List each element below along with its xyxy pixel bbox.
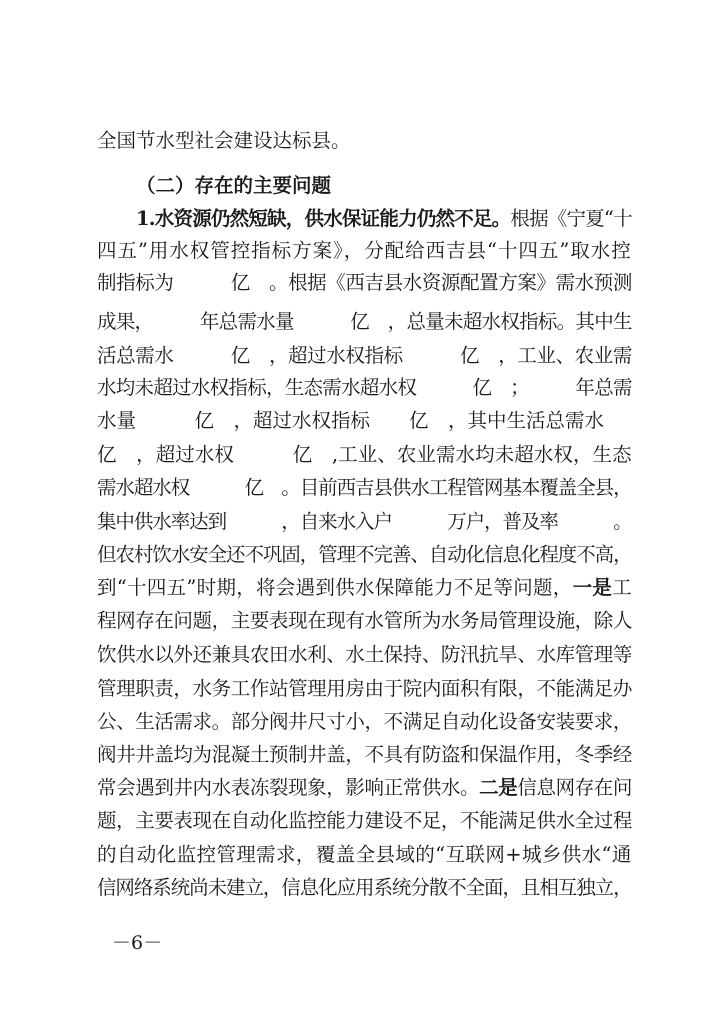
text-segment: 常会遇到井内水表冻裂现象，影响正常供水。 [97, 776, 480, 799]
text-segment: 程网存在问题，主要表现在现有水管所为水务局管理设施，除人 [97, 609, 633, 632]
text-segment: 公、生活需求。部分阀井尺寸小，不满足自动化设备安装要求， [97, 710, 633, 733]
text-line [97, 640, 632, 670]
text-line [97, 740, 632, 770]
bold-text-segment: （二）存在的主要问题 [136, 174, 332, 197]
text-segment: 的自动化监控管理需求，覆盖全县域的“互联网+城乡供水“通 [97, 843, 632, 866]
text-segment: 但农村饮水安全还不巩固，管理不完善、自动化信息化程度不高， [97, 543, 632, 566]
bold-text-segment: 一是 [572, 576, 613, 599]
text-segment: 全国节水型社会建设达标县。 [97, 129, 351, 152]
text-segment: 根据《宁夏“十 [510, 207, 632, 230]
text-line [97, 440, 632, 470]
text-line [97, 840, 632, 870]
bold-text-segment: 二是 [479, 776, 518, 799]
text-line [136, 171, 331, 201]
page-number: －6－ [112, 932, 163, 954]
text-segment: 管理职责，水务工作站管理用房由于院内面积有限，不能满足办 [97, 677, 633, 700]
text-line [97, 307, 632, 337]
text-segment: 水均未超过水权指标，生态需水超水权 亿 ； 年总需 [97, 376, 632, 399]
text-line [97, 268, 632, 298]
text-segment: 四五”用水权管控指标方案》，分配给西吉县“十四五”取水控 [97, 239, 632, 262]
text-line [97, 674, 632, 704]
text-segment: 到“十四五”时期，将会遇到供水保障能力不足等问题， [97, 576, 573, 599]
text-line [97, 573, 632, 603]
text-segment: 集中供水率达到 ，自来水入户 万户，普及率 。 [97, 510, 632, 533]
text-segment: 需水超水权 亿 。目前西吉县供水工程管网基本覆盖全县， [97, 476, 632, 499]
text-line [97, 773, 632, 803]
text-segment: 亿 ，超过水权 亿 ,工业、农业需水均未超水权，生态 [97, 443, 632, 466]
text-segment: 阀井井盖均为混凝土预制井盖，不具有防盗和保温作用，冬季经 [97, 743, 633, 766]
text-line [97, 126, 351, 156]
text-line [97, 406, 604, 436]
text-line [97, 806, 632, 836]
text-line [97, 473, 632, 503]
text-line [97, 606, 632, 636]
text-segment: 信网络系统尚未建立，信息化应用系统分散不全面，且相互独立， [97, 876, 632, 899]
text-line [97, 341, 632, 371]
text-segment: 制指标为 亿 。根据《西吉县水资源配置方案》需水预测 [97, 271, 633, 294]
text-line [136, 204, 632, 234]
text-segment: 工 [612, 576, 632, 599]
text-line [97, 373, 632, 403]
text-segment: 水量 亿 ，超过水权指标 亿 ，其中生活总需水 [97, 409, 605, 432]
text-line [97, 540, 632, 570]
text-segment: 成果， 年总需水量 亿 ，总量未超水权指标。其中生 [97, 310, 632, 333]
text-line [97, 236, 632, 266]
text-line [97, 873, 632, 903]
text-segment: 信息网存在问 [517, 776, 633, 799]
bold-text-segment: 1.水资源仍然短缺，供水保证能力仍然不足。 [136, 207, 511, 230]
text-line [97, 507, 632, 537]
text-line [97, 707, 632, 737]
text-segment: 活总需水 亿 ，超过水权指标 亿 ，工业、农业需 [97, 344, 633, 367]
text-segment: 题，主要表现在自动化监控能力建设不足，不能满足供水全过程 [97, 809, 633, 832]
text-segment: 饮供水以外还兼具农田水利、水土保持、防汛抗旱、水库管理等 [97, 643, 633, 666]
